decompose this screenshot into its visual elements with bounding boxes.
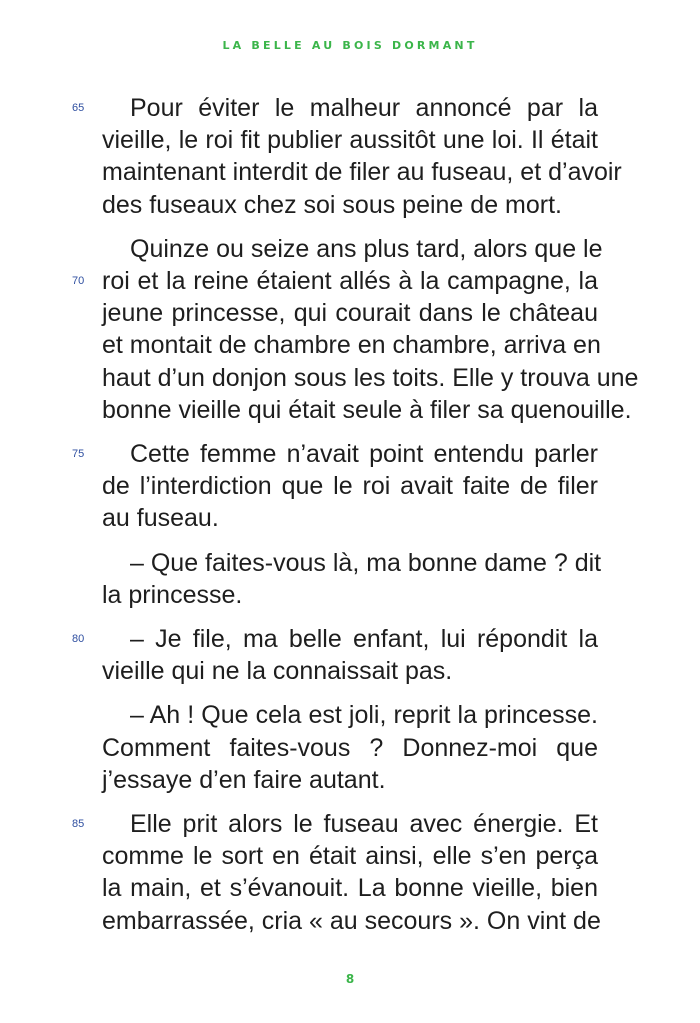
text-line: – Que faites-vous là, ma bonne dame ? dit (130, 548, 602, 577)
text-line: haut d’un donjon sous les toits. Elle y trouva une (102, 363, 639, 392)
text-line: vieille qui ne la connaissait pas. (102, 657, 453, 686)
text-line: la princesse. (102, 580, 243, 609)
text-line: des fuseaux chez soi sous peine de mort. (102, 190, 562, 219)
paragraph (72, 233, 639, 426)
paragraph (102, 547, 602, 611)
text-line: – Je file, ma belle enfant, lui répondit la 80 (72, 625, 598, 654)
text-line: embarrassée, cria « au secours ». On vint de (102, 906, 601, 935)
text-line: Comment faites-vous ? Donnez-moi que (102, 733, 598, 762)
text-line: de l’interdiction que le roi avait faite de filer (102, 472, 598, 501)
text-line: roi et la reine étaient allés à la campagne, la 70 (72, 267, 598, 296)
running-title: LA BELLE AU BOIS DORMANT (222, 39, 478, 52)
text-line: la main, et s’évanouit. La bonne vieille, bien (102, 874, 598, 903)
text-line: j’essaye d’en faire autant. (102, 765, 386, 794)
line-number: 75 (72, 448, 85, 461)
text-line: Quinze ou seize ans plus tard, alors que le (130, 234, 603, 263)
paragraph (102, 699, 598, 796)
text-line: comme le sort en était ainsi, elle s’en perça (102, 842, 598, 871)
text-line: jeune princesse, qui courait dans le château (102, 299, 598, 328)
text-line: bonne vieille qui était seule à filer sa quenouille. (102, 395, 632, 424)
text-line: Pour éviter le malheur annoncé par la 65 (72, 94, 598, 122)
line-number: 70 (72, 275, 85, 288)
paragraph (72, 92, 622, 221)
line-number: 80 (72, 633, 85, 646)
paragraph (72, 808, 601, 937)
text-line: et montait de chambre en chambre, arriva en (102, 331, 601, 360)
line-number: 65 (72, 102, 85, 114)
text-line: Cette femme n’avait point entendu parler 75 (72, 440, 598, 469)
text-line: – Ah ! Que cela est joli, reprit la princesse. (130, 701, 598, 730)
text-line: Elle prit alors le fuseau avec énergie. Et 85 (72, 810, 598, 839)
line-number: 85 (72, 818, 85, 831)
body-text (72, 92, 639, 949)
page-number: 8 (345, 972, 355, 986)
text-line: maintenant interdit de filer au fuseau, et d’avoir (102, 158, 622, 187)
text-line: au fuseau. (102, 504, 219, 533)
text-line: vieille, le roi fit publier aussitôt une loi. Il était (102, 126, 598, 155)
paragraph (72, 623, 598, 687)
paragraph (72, 438, 598, 535)
